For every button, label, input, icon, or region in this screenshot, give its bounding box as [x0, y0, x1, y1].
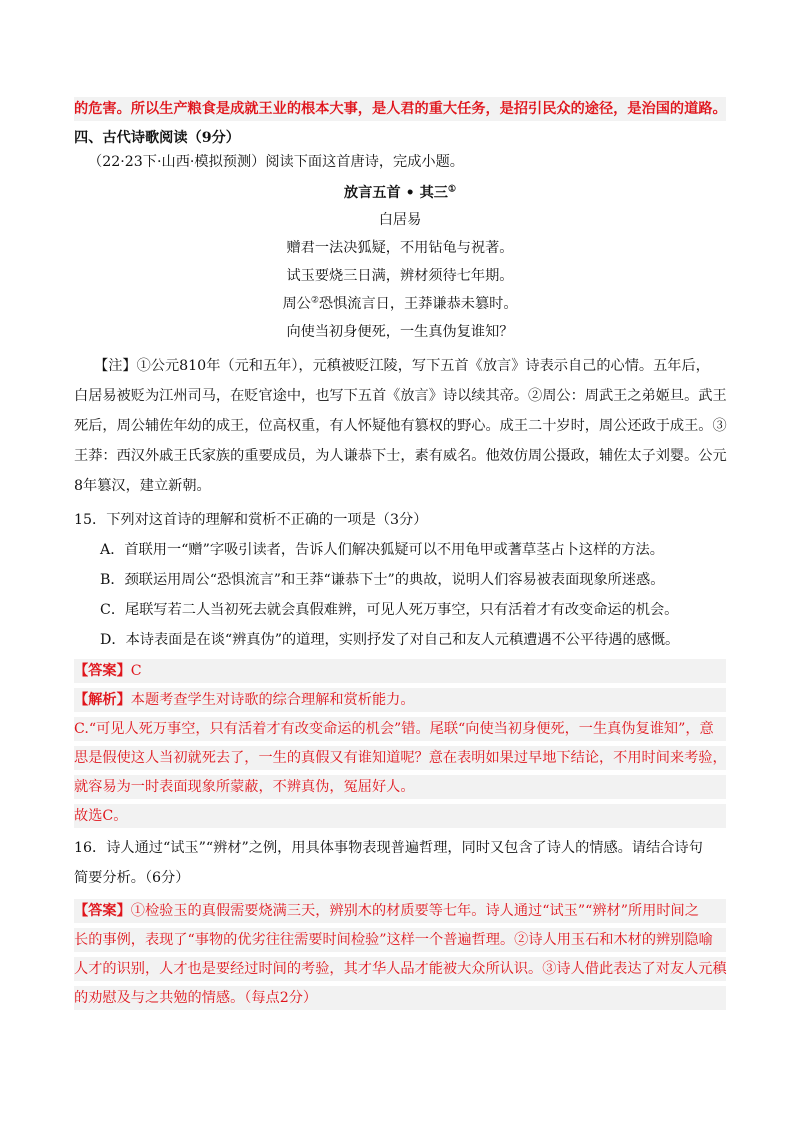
q15-option-b: B．颈联运用周公“恐惧流言”和王莽“谦恭下士”的典故，说明人们容易被表面现象所迷惑。 — [100, 572, 665, 588]
q15-analysis-line-3: 思是假使这人当初就死去了，一生的真假又有谁知道呢？意在表明如果过早地下结论，不用时间来考验， — [74, 746, 726, 770]
note-line-4: 王莽：西汉外戚王氏家族的重要成员，为人谦恭下士，素有威名。他效仿周公摄政，辅佐太子刘婴。公元 — [74, 448, 727, 464]
note-line-3: 死后，周公辅佐年幼的成王，位高权重，有人怀疑他有篡权的野心。成王二十岁时，周公还政于成王。③ — [74, 418, 727, 434]
q16-answer-line-3: 人才的识别，人才也是要经过时间的考验，其才华人品才能被大众所认识。③诗人借此表达了对友人元稹 — [74, 957, 726, 981]
source-note: （22·23下·山西·模拟预测）阅读下面这首唐诗，完成小题。 — [88, 154, 464, 170]
q15-option-a: A．首联用一“赠”字吸引读者，告诉人们解决狐疑可以不用龟甲或蓍草茎占卜这样的方法。 — [100, 542, 664, 558]
previous-answer-tail: 的危害。所以生产粮食是成就王业的根本大事，是人君的重大任务，是招引民众的途径，是治国的道路。 — [74, 97, 726, 121]
q16-answer-text: ①检验玉的真假需要烧满三天，辨别木的材质要等七年。诗人通过“试玉”“辨材”所用时间之 — [130, 903, 699, 919]
poem-line-3-footnote-mark: ② — [310, 295, 319, 306]
section-heading: 四、古代诗歌阅读（9分） — [74, 130, 240, 146]
note-line-2: 白居易被贬为江州司马，在贬官途中，也写下五首《放言》诗以续其帝。②周公：周武王之弟姬旦。武王 — [74, 388, 727, 404]
poem-line-1: 赠君一法决狐疑，不用钻龟与祝著。 — [286, 240, 514, 256]
poem-line-3-end: 恐惧流言日，王莽谦恭未篡时。 — [318, 296, 518, 312]
q16-answer-line-1 — [74, 899, 726, 923]
poem-line-2: 试玉要烧三日满，辨材须待七年期。 — [286, 268, 514, 284]
q16-stem-line-2: 简要分析。（6分） — [74, 870, 190, 886]
note-line-5: 8年篡汉，建立新朝。 — [74, 478, 211, 494]
q15-answer-value: C — [130, 663, 142, 679]
poem-line-4: 向使当初身便死，一生真伪复谁知？ — [286, 324, 514, 340]
q15-option-d: D．本诗表面是在谈“辨真伪”的道理，实则抒发了对自己和友人元稹遭遇不公平待遇的感慨。 — [100, 632, 680, 648]
q15-answer — [74, 659, 726, 683]
q16-answer-line-4: 的劝慰及与之共勉的情感。（每点2分） — [74, 986, 726, 1010]
q15-answer-tag: 【答案】 — [74, 663, 131, 679]
note-line-1: 【注】①公元810年（元和五年），元稹被贬江陵，写下五首《放言》诗表示自己的心情。五年后， — [94, 358, 710, 374]
q16-stem-line-1: 16．诗人通过“试玉”“辨材”之例，用具体事物表现普遍哲理，同时又包含了诗人的情感。请结合诗句 — [74, 840, 703, 856]
poem-title-text: 放言五首 • 其三 — [343, 185, 448, 201]
q15-analysis-text: 本题考查学生对诗歌的综合理解和赏析能力。 — [130, 692, 415, 708]
poem-title — [0, 183, 800, 203]
q15-analysis-line-5: 故选C。 — [74, 804, 726, 828]
q15-analysis-line-1 — [74, 688, 726, 712]
q16-answer-line-2: 长的事例，表现了“事物的优劣往往需要时间检验”这样一个普遍哲理。②诗人用玉石和木材的辨别隐喻 — [74, 928, 726, 952]
q15-stem: 15．下列对这首诗的理解和赏析不正确的一项是（3分） — [74, 512, 428, 528]
q15-analysis-line-4: 就容易为一时表面现象所蒙蔽，不辨真伪，冤屈好人。 — [74, 775, 726, 799]
poem-author: 白居易 — [378, 212, 422, 228]
poem-line-3 — [0, 294, 800, 314]
q15-analysis-tag: 【解析】 — [74, 692, 131, 708]
poem-title-footnote-mark: ① — [448, 184, 457, 195]
q15-option-c: C．尾联写若二人当初死去就会真假难辨，可见人死万事空，只有活着才有改变命运的机会。 — [100, 602, 679, 618]
q16-answer-tag: 【答案】 — [74, 903, 131, 919]
poem-line-3-start: 周公 — [282, 296, 311, 312]
q15-analysis-line-2: C.“可见人死万事空，只有活着才有改变命运的机会”错。尾联“向使当初身便死，一生真伪复谁知”，意 — [74, 717, 726, 741]
